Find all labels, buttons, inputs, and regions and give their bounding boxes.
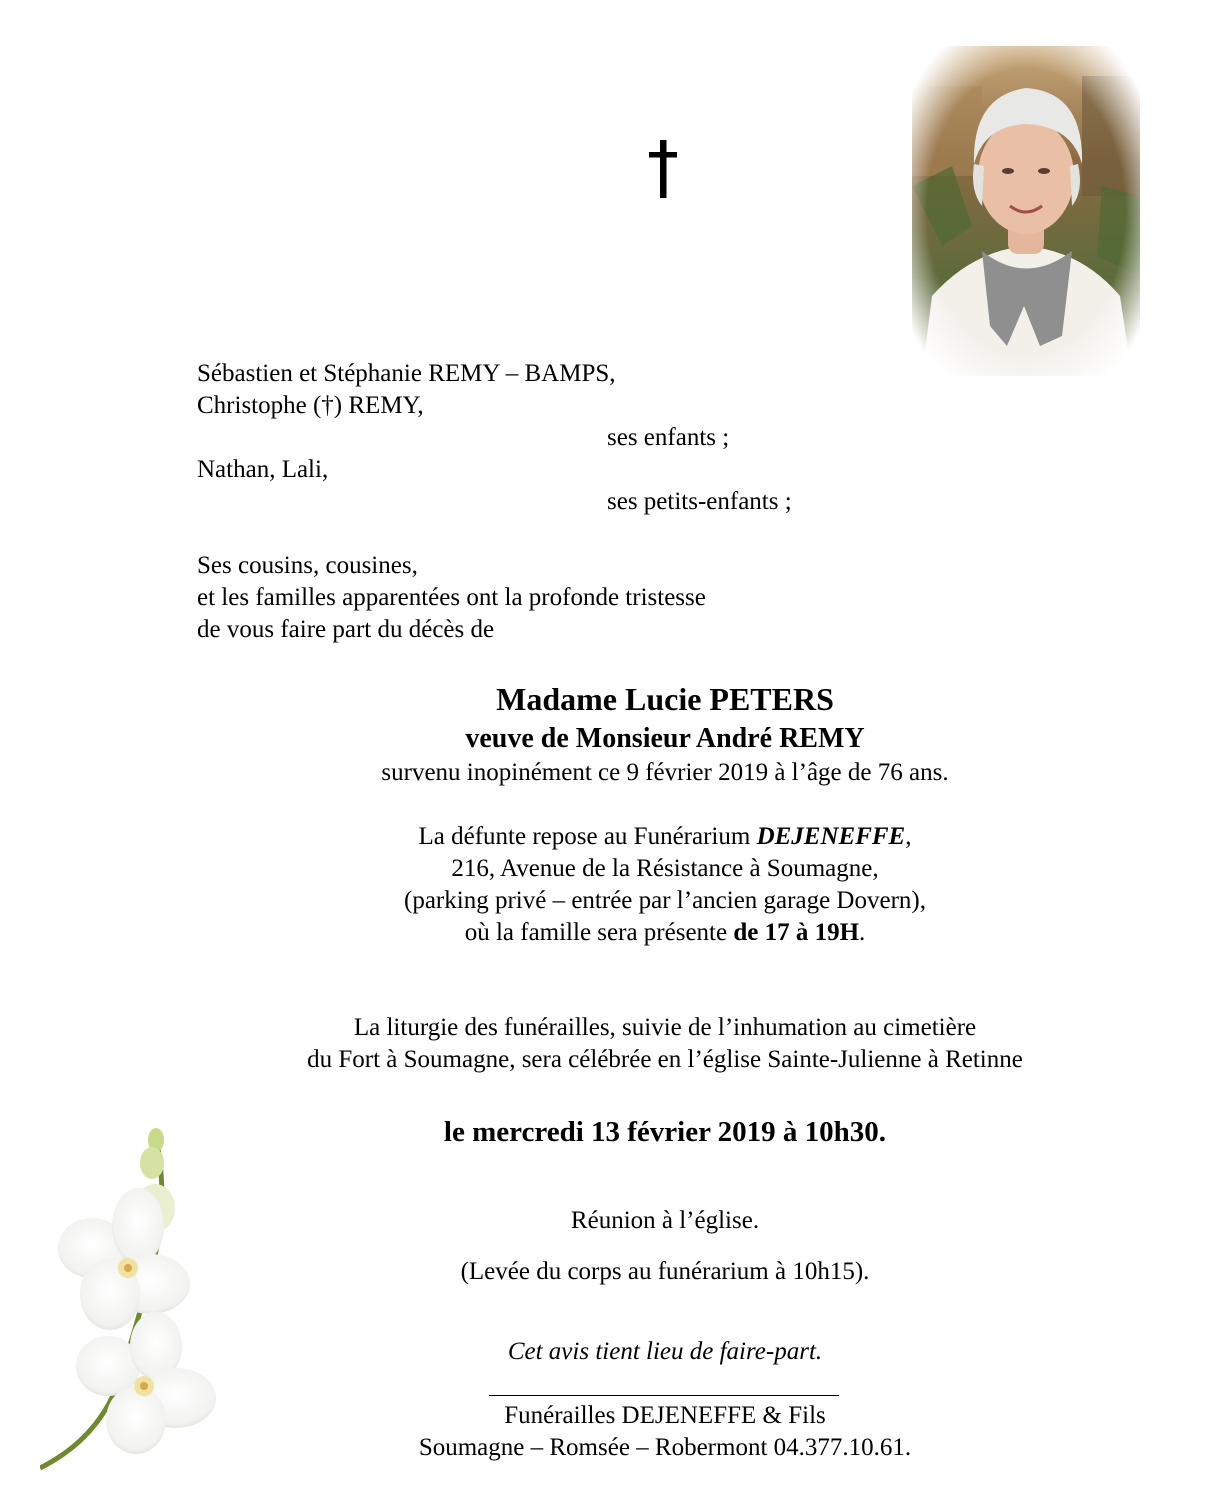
locations-line: Soumagne – Romsée – Robermont 04.377.10.61. xyxy=(418,1434,912,1461)
liturgy-line-2: du Fort à Soumagne, sera célébrée en l’église Sainte-Julienne à Retinne xyxy=(307,1046,1023,1073)
separator-line xyxy=(489,1395,839,1396)
deceased-widow: veuve de Monsieur André REMY xyxy=(465,723,865,754)
portrait-photo xyxy=(912,46,1140,376)
repose-suffix: , xyxy=(905,823,912,850)
presence-suffix: . xyxy=(859,919,866,946)
presence-hours: de 17 à 19H xyxy=(733,919,860,946)
family-line-2: Christophe (†) REMY, xyxy=(197,392,424,419)
repose-line-1 xyxy=(0,821,1214,853)
deceased-name: Madame Lucie PETERS xyxy=(496,681,834,717)
families-line: et les familles apparentées ont la profonde tristesse xyxy=(197,584,706,611)
family-line-1: Sébastien et Stéphanie REMY – BAMPS, xyxy=(197,360,616,387)
role-children: ses enfants ; xyxy=(607,424,730,451)
meeting-line: Réunion à l’église. xyxy=(570,1207,760,1234)
levee-line: (Levée du corps au funérarium à 10h15). xyxy=(460,1258,870,1285)
repose-address: 216, Avenue de la Résistance à Soumagne, xyxy=(451,855,879,882)
repose-parking: (parking privé – entrée par l’ancien garage Dovern), xyxy=(404,887,926,914)
cross-icon xyxy=(648,140,678,200)
repose-presence xyxy=(0,917,1214,949)
role-grandchildren: ses petits-enfants ; xyxy=(607,488,792,515)
cousins-line: Ses cousins, cousines, xyxy=(197,552,418,579)
funeral-home-name: DEJENEFFE xyxy=(756,823,906,850)
liturgy-line-1: La liturgie des funérailles, suivie de l’inhumation au cimetière xyxy=(353,1014,977,1041)
company-line: Funérailles DEJENEFFE & Fils xyxy=(504,1402,826,1429)
notice-line: Cet avis tient lieu de faire-part. xyxy=(507,1338,823,1365)
funeral-date: le mercredi 13 février 2019 à 10h30. xyxy=(443,1116,887,1148)
deceased-death: survenu inopinément ce 9 février 2019 à l’âge de 76 ans. xyxy=(381,759,949,786)
family-line-3: Nathan, Lali, xyxy=(197,456,329,483)
repose-prefix: La défunte repose au Funérarium xyxy=(418,823,757,850)
presence-prefix: où la famille sera présente xyxy=(464,919,734,946)
announce-line: de vous faire part du décès de xyxy=(197,616,495,643)
